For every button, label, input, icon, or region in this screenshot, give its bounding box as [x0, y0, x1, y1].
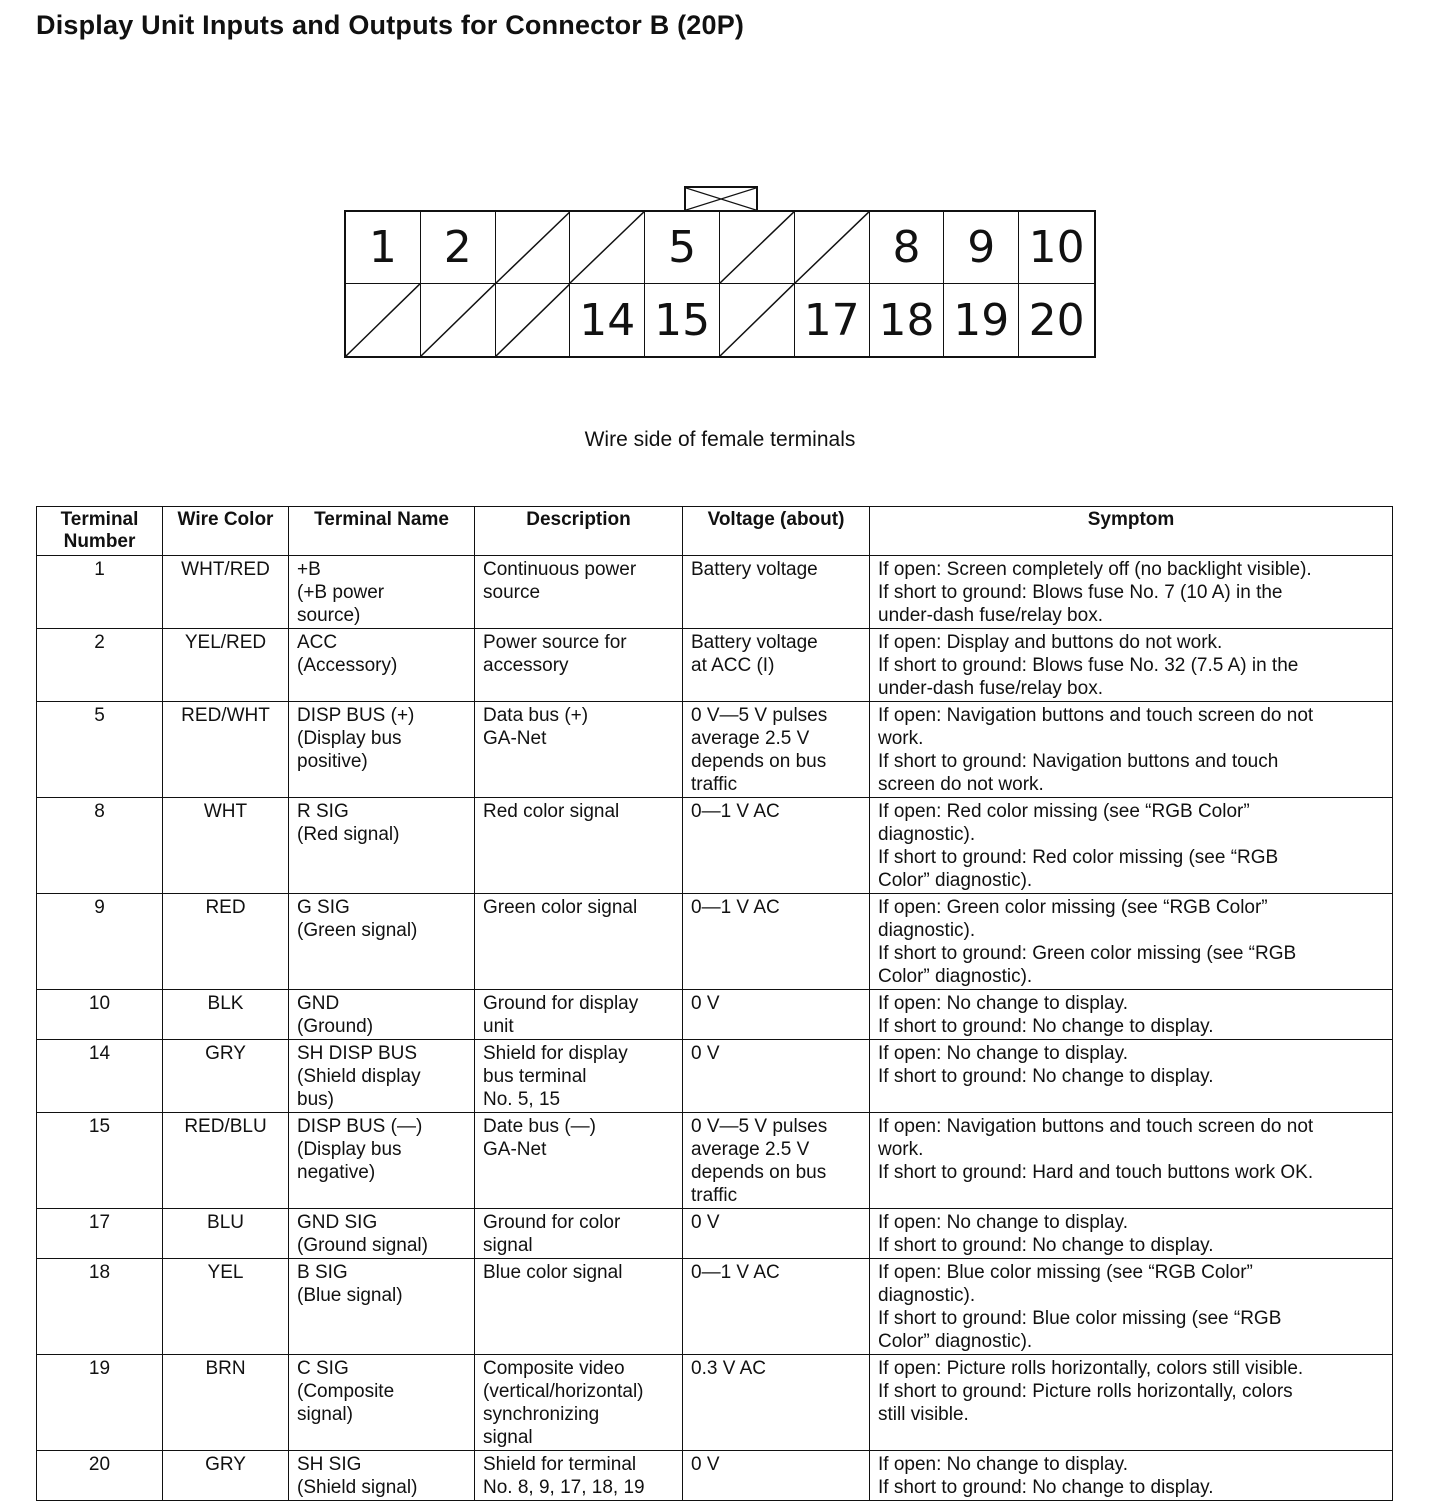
wire-color-cell: GRY: [163, 1040, 289, 1113]
voltage-cell: 0 V: [683, 1209, 870, 1259]
connector-diagram: [344, 182, 1096, 360]
terminal-number-cell: 8: [37, 798, 163, 894]
terminal-number-cell: 9: [37, 894, 163, 990]
table-row: [37, 990, 1393, 1040]
connector-pin: 20: [1028, 294, 1085, 346]
description-cell: Composite video (vertical/horizontal) synchronizing signal: [475, 1355, 683, 1451]
connector-pin: 14: [570, 284, 645, 356]
io-table: [36, 506, 1393, 1501]
terminal-number-cell: 10: [37, 990, 163, 1040]
connector-pin-unused: [720, 284, 795, 356]
connector-pin-unused: [720, 212, 795, 284]
description-cell: Ground for display unit: [475, 990, 683, 1040]
connector-lock-tab: [684, 186, 758, 212]
connector-pin-unused: [421, 284, 496, 356]
description-cell: Ground for color signal: [475, 1209, 683, 1259]
wire-color-cell: RED/BLU: [163, 1113, 289, 1209]
empty-cavity-slash-icon: [570, 212, 644, 283]
description-cell: Shield for display bus terminal No. 5, 15: [475, 1040, 683, 1113]
connector-pin: 1: [346, 212, 421, 284]
voltage-cell: Battery voltage: [683, 556, 870, 629]
voltage-cell: 0 V—5 V pulses average 2.5 V depends on bus traffic: [683, 1113, 870, 1209]
header-terminal-name: Terminal Name: [289, 507, 475, 556]
connector-pin: 19: [944, 284, 1019, 356]
empty-cavity-slash-icon: [421, 284, 495, 356]
connector-pin-unused: [346, 284, 421, 356]
connector-pin-unused: [496, 284, 571, 356]
terminal-number-cell: 20: [37, 1451, 163, 1501]
table-row: [37, 1451, 1393, 1501]
terminal-name-cell: R SIG (Red signal): [289, 798, 475, 894]
terminal-name-cell: B SIG (Blue signal): [289, 1259, 475, 1355]
terminal-number-cell: 17: [37, 1209, 163, 1259]
connector-pin: 9: [944, 212, 1019, 284]
table-row: [37, 556, 1393, 629]
description-cell: Data bus (+) GA-Net: [475, 702, 683, 798]
table-row: [37, 1040, 1393, 1113]
terminal-number-cell: 14: [37, 1040, 163, 1113]
terminal-name-cell: ACC (Accessory): [289, 629, 475, 702]
symptom-cell: If open: Green color missing (see “RGB Color” diagnostic). If short to ground: Green color missing (see “RGB Color” diagnostic).: [870, 894, 1393, 990]
connector-pin-unused: [795, 212, 870, 284]
terminal-name-cell: +B (+B power source): [289, 556, 475, 629]
connector-pin: 17: [795, 284, 870, 356]
connector-pin: 15: [645, 284, 720, 356]
wire-color-cell: WHT: [163, 798, 289, 894]
terminal-number-cell: 2: [37, 629, 163, 702]
wire-color-cell: BLK: [163, 990, 289, 1040]
wire-color-cell: YEL/RED: [163, 629, 289, 702]
voltage-cell: 0 V: [683, 1451, 870, 1501]
description-cell: Power source for accessory: [475, 629, 683, 702]
connector-pin: 10: [1019, 212, 1094, 284]
header-symptom: Symptom: [870, 507, 1393, 556]
wire-color-cell: YEL: [163, 1259, 289, 1355]
empty-cavity-slash-icon: [795, 212, 869, 283]
terminal-name-cell: DISP BUS (—) (Display bus negative): [289, 1113, 475, 1209]
symptom-cell: If open: Navigation buttons and touch screen do not work. If short to ground: Hard and touch buttons work OK.: [870, 1113, 1393, 1209]
connector-pin: 2: [421, 212, 496, 284]
symptom-cell: If open: No change to display. If short to ground: No change to display.: [870, 1451, 1393, 1501]
voltage-cell: 0 V—5 V pulses average 2.5 V depends on bus traffic: [683, 702, 870, 798]
connector-pin: 8: [870, 212, 945, 284]
table-row: [37, 702, 1393, 798]
table-row: [37, 1259, 1393, 1355]
voltage-cell: 0—1 V AC: [683, 894, 870, 990]
symptom-cell: If open: Navigation buttons and touch screen do not work. If short to ground: Navigation buttons and touch screen do not work.: [870, 702, 1393, 798]
description-cell: Red color signal: [475, 798, 683, 894]
connector-pin-unused: [496, 212, 571, 284]
description-cell: Continuous power source: [475, 556, 683, 629]
lock-tab-cross-icon: [686, 188, 756, 210]
symptom-cell: If open: Display and buttons do not work. If short to ground: Blows fuse No. 32 (7.5 A) in the under-dash fuse/relay box.: [870, 629, 1393, 702]
terminal-name-cell: SH DISP BUS (Shield display bus): [289, 1040, 475, 1113]
terminal-name-cell: GND SIG (Ground signal): [289, 1209, 475, 1259]
empty-cavity-slash-icon: [720, 284, 794, 356]
empty-cavity-slash-icon: [720, 212, 794, 283]
connector-pin-unused: [570, 212, 645, 284]
connector-pin: 18: [870, 284, 945, 356]
terminal-name-cell: C SIG (Composite signal): [289, 1355, 475, 1451]
description-cell: Green color signal: [475, 894, 683, 990]
voltage-cell: Battery voltage at ACC (I): [683, 629, 870, 702]
header-voltage: Voltage (about): [683, 507, 870, 556]
description-cell: Blue color signal: [475, 1259, 683, 1355]
header-description: Description: [475, 507, 683, 556]
table-row: [37, 894, 1393, 990]
connector-pin-grid: [344, 210, 1096, 358]
wire-color-cell: RED: [163, 894, 289, 990]
table-row: [37, 1113, 1393, 1209]
description-cell: Date bus (—) GA-Net: [475, 1113, 683, 1209]
wire-color-cell: WHT/RED: [163, 556, 289, 629]
terminal-number-cell: 15: [37, 1113, 163, 1209]
symptom-cell: If open: Red color missing (see “RGB Color” diagnostic). If short to ground: Red color missing (see “RGB Color” diagnostic).: [870, 798, 1393, 894]
empty-cavity-slash-icon: [346, 284, 420, 356]
voltage-cell: 0—1 V AC: [683, 1259, 870, 1355]
wire-color-cell: GRY: [163, 1451, 289, 1501]
terminal-name-cell: G SIG (Green signal): [289, 894, 475, 990]
table-row: [37, 1209, 1393, 1259]
header-terminal-number: Terminal Number: [37, 507, 163, 556]
table-header-row: [37, 507, 1393, 556]
table-row: [37, 798, 1393, 894]
wire-color-cell: RED/WHT: [163, 702, 289, 798]
page-title: Display Unit Inputs and Outputs for Connector B (20P): [36, 10, 745, 40]
header-wire-color: Wire Color: [163, 507, 289, 556]
empty-cavity-slash-icon: [496, 284, 570, 356]
terminal-name-cell: GND (Ground): [289, 990, 475, 1040]
terminal-number-cell: 1: [37, 556, 163, 629]
connector-caption: Wire side of female terminals: [584, 428, 856, 451]
symptom-cell: If open: No change to display. If short to ground: No change to display.: [870, 990, 1393, 1040]
connector-pin: 5: [645, 212, 720, 284]
empty-cavity-slash-icon: [496, 212, 570, 283]
terminal-name-cell: DISP BUS (+) (Display bus positive): [289, 702, 475, 798]
voltage-cell: 0 V: [683, 1040, 870, 1113]
voltage-cell: 0.3 V AC: [683, 1355, 870, 1451]
voltage-cell: 0 V: [683, 990, 870, 1040]
table-row: [37, 1355, 1393, 1451]
symptom-cell: If open: No change to display. If short to ground: No change to display.: [870, 1209, 1393, 1259]
description-cell: Shield for terminal No. 8, 9, 17, 18, 19: [475, 1451, 683, 1501]
symptom-cell: If open: Screen completely off (no backlight visible). If short to ground: Blows fuse No. 7 (10 A) in the under-dash fuse/relay box.: [870, 556, 1393, 629]
wire-color-cell: BRN: [163, 1355, 289, 1451]
terminal-number-cell: 18: [37, 1259, 163, 1355]
voltage-cell: 0—1 V AC: [683, 798, 870, 894]
terminal-name-cell: SH SIG (Shield signal): [289, 1451, 475, 1501]
terminal-number-cell: 19: [37, 1355, 163, 1451]
table-row: [37, 629, 1393, 702]
symptom-cell: If open: Picture rolls horizontally, colors still visible. If short to ground: Picture rolls horizontally, colors still visible.: [870, 1355, 1393, 1451]
symptom-cell: If open: No change to display. If short to ground: No change to display.: [870, 1040, 1393, 1113]
symptom-cell: If open: Blue color missing (see “RGB Color” diagnostic). If short to ground: Blue color missing (see “RGB Color” diagnostic).: [870, 1259, 1393, 1355]
wire-color-cell: BLU: [163, 1209, 289, 1259]
terminal-number-cell: 5: [37, 702, 163, 798]
